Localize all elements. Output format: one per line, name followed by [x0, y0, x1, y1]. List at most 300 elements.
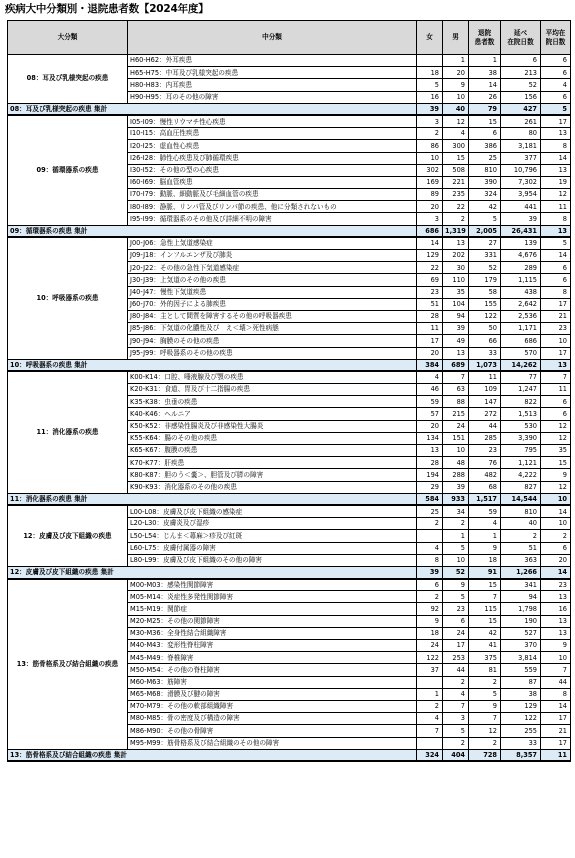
- total-days-cell: 3,390: [501, 432, 541, 444]
- male-cell: 17: [443, 640, 469, 652]
- mid-category-cell: K40-K46：ヘルニア: [128, 408, 417, 420]
- total-days-cell: 87: [501, 676, 541, 688]
- male-cell: 5: [443, 542, 469, 554]
- female-cell: 169: [417, 176, 443, 188]
- male-cell: 20: [443, 67, 469, 79]
- mid-category-cell: L80-L99：皮膚及び皮下組織のその他の障害: [128, 554, 417, 566]
- discharged-cell: 52: [469, 262, 501, 274]
- header-female: 女: [417, 21, 443, 55]
- female-cell: 194: [417, 469, 443, 481]
- male-cell: 7: [443, 700, 469, 712]
- female-cell: 51: [417, 298, 443, 310]
- total-days-cell: 1,171: [501, 323, 541, 335]
- total-days-cell: 255: [501, 725, 541, 737]
- subtotal-label: 11：消化器系の疾患 集計: [8, 493, 417, 505]
- mid-category-cell: K50-K52：非感染性腸炎及び非感染性大腸炎: [128, 420, 417, 432]
- average-days-cell: 6: [541, 408, 571, 420]
- female-cell: 17: [417, 335, 443, 347]
- female-cell: 2: [417, 518, 443, 530]
- total-days-cell: 77: [501, 371, 541, 383]
- mid-category-cell: J09-J18：インフルエンザ及び肺炎: [128, 250, 417, 262]
- subtotal-female-cell: 324: [417, 749, 443, 761]
- subtotal-male-cell: 1,319: [443, 225, 469, 237]
- discharged-cell: 2: [469, 676, 501, 688]
- subtotal-female-cell: 384: [417, 359, 443, 371]
- discharged-cell: 76: [469, 457, 501, 469]
- total-days-cell: 370: [501, 640, 541, 652]
- discharged-cell: 1: [469, 530, 501, 542]
- male-cell: 48: [443, 457, 469, 469]
- female-cell: 4: [417, 371, 443, 383]
- subtotal-total-days-cell: 427: [501, 103, 541, 115]
- discharged-cell: 9: [469, 700, 501, 712]
- mid-category-cell: M50-M54：その他の脊柱障害: [128, 664, 417, 676]
- total-days-cell: 3,181: [501, 140, 541, 152]
- female-cell: 129: [417, 250, 443, 262]
- discharged-cell: 27: [469, 237, 501, 249]
- male-cell: 235: [443, 189, 469, 201]
- discharged-cell: 285: [469, 432, 501, 444]
- male-cell: 253: [443, 652, 469, 664]
- average-days-cell: 7: [541, 371, 571, 383]
- subtotal-total-days-cell: 14,544: [501, 493, 541, 505]
- total-days-cell: 1,513: [501, 408, 541, 420]
- discharged-cell: 9: [469, 542, 501, 554]
- table-row: [8, 115, 571, 127]
- male-cell: 4: [443, 128, 469, 140]
- male-cell: 15: [443, 152, 469, 164]
- female-cell: 59: [417, 396, 443, 408]
- major-category-cell: 09：循環器系の疾患: [8, 115, 128, 225]
- total-days-cell: 827: [501, 481, 541, 493]
- female-cell: 14: [417, 237, 443, 249]
- female-cell: 2: [417, 591, 443, 603]
- major-category-cell: 12：皮膚及び皮下組織の疾患: [8, 505, 128, 566]
- average-days-cell: 14: [541, 250, 571, 262]
- discharged-cell: 18: [469, 554, 501, 566]
- male-cell: 104: [443, 298, 469, 310]
- total-days-cell: 190: [501, 615, 541, 627]
- male-cell: 10: [443, 91, 469, 103]
- table-body: [8, 55, 571, 762]
- discharged-cell: 109: [469, 384, 501, 396]
- discharged-cell: 115: [469, 603, 501, 615]
- subtotal-discharged-cell: 91: [469, 566, 501, 578]
- average-days-cell: 17: [541, 713, 571, 725]
- male-cell: 22: [443, 201, 469, 213]
- subtotal-discharged-cell: 1,517: [469, 493, 501, 505]
- discharged-cell: 390: [469, 176, 501, 188]
- male-cell: 215: [443, 408, 469, 420]
- female-cell: 28: [417, 457, 443, 469]
- total-days-cell: 570: [501, 347, 541, 359]
- mid-category-cell: K35-K38：虫垂の疾患: [128, 396, 417, 408]
- subtotal-discharged-cell: 1,073: [469, 359, 501, 371]
- average-days-cell: 6: [541, 67, 571, 79]
- average-days-cell: 6: [541, 396, 571, 408]
- mid-category-cell: M86-M90：その他の骨障害: [128, 725, 417, 737]
- male-cell: 23: [443, 603, 469, 615]
- discharged-cell: 12: [469, 725, 501, 737]
- total-days-cell: 3,814: [501, 652, 541, 664]
- average-days-cell: 8: [541, 140, 571, 152]
- subtotal-male-cell: 52: [443, 566, 469, 578]
- discharged-cell: 50: [469, 323, 501, 335]
- average-days-cell: 9: [541, 640, 571, 652]
- mid-category-cell: M45-M49：脊椎障害: [128, 652, 417, 664]
- average-days-cell: 13: [541, 164, 571, 176]
- subtotal-average-days-cell: 11: [541, 749, 571, 761]
- discharged-cell: 15: [469, 115, 501, 127]
- discharged-cell: 122: [469, 310, 501, 322]
- discharge-table: [7, 20, 571, 762]
- female-cell: 2: [417, 128, 443, 140]
- female-cell: 86: [417, 140, 443, 152]
- average-days-cell: 23: [541, 579, 571, 591]
- average-days-cell: 12: [541, 189, 571, 201]
- subtotal-female-cell: 686: [417, 225, 443, 237]
- discharged-cell: 482: [469, 469, 501, 481]
- major-category-cell: 13：筋骨格系及び結合組織の疾患: [8, 579, 128, 750]
- average-days-cell: 13: [541, 615, 571, 627]
- mid-category-cell: J00-J06：急性上気道感染症: [128, 237, 417, 249]
- discharged-cell: 1: [469, 55, 501, 67]
- average-days-cell: 2: [541, 530, 571, 542]
- mid-category-cell: L00-L08：皮膚及び皮下組織の感染症: [128, 505, 417, 517]
- discharged-cell: 14: [469, 79, 501, 91]
- male-cell: 44: [443, 664, 469, 676]
- subtotal-male-cell: 689: [443, 359, 469, 371]
- discharged-cell: 11: [469, 371, 501, 383]
- average-days-cell: 21: [541, 725, 571, 737]
- mid-category-cell: J40-J47：慢性下気道疾患: [128, 286, 417, 298]
- discharged-cell: 147: [469, 396, 501, 408]
- total-days-cell: 80: [501, 128, 541, 140]
- female-cell: 1: [417, 688, 443, 700]
- mid-category-cell: L50-L54：じんま＜蕁麻＞疹及び紅斑: [128, 530, 417, 542]
- total-days-cell: 38: [501, 688, 541, 700]
- mid-category-cell: I20-I25：虚血性心疾患: [128, 140, 417, 152]
- female-cell: 28: [417, 310, 443, 322]
- average-days-cell: 14: [541, 700, 571, 712]
- male-cell: 6: [443, 615, 469, 627]
- male-cell: 4: [443, 688, 469, 700]
- subtotal-row: [8, 493, 571, 505]
- subtotal-row: [8, 359, 571, 371]
- subtotal-male-cell: 933: [443, 493, 469, 505]
- discharged-cell: 59: [469, 505, 501, 517]
- subtotal-female-cell: 39: [417, 566, 443, 578]
- average-days-cell: 15: [541, 457, 571, 469]
- male-cell: 88: [443, 396, 469, 408]
- male-cell: 202: [443, 250, 469, 262]
- female-cell: 89: [417, 189, 443, 201]
- female-cell: 134: [417, 432, 443, 444]
- female-cell: 69: [417, 274, 443, 286]
- subtotal-total-days-cell: 8,357: [501, 749, 541, 761]
- mid-category-cell: M70-M79：その他の軟部組織障害: [128, 700, 417, 712]
- total-days-cell: 377: [501, 152, 541, 164]
- average-days-cell: 13: [541, 128, 571, 140]
- female-cell: 24: [417, 640, 443, 652]
- female-cell: 8: [417, 554, 443, 566]
- total-days-cell: 2: [501, 530, 541, 542]
- female-cell: 18: [417, 67, 443, 79]
- average-days-cell: 8: [541, 286, 571, 298]
- female-cell: 92: [417, 603, 443, 615]
- total-days-cell: 51: [501, 542, 541, 554]
- header-male: 男: [443, 21, 469, 55]
- average-days-cell: 6: [541, 55, 571, 67]
- table-row: [8, 237, 571, 249]
- average-days-cell: 11: [541, 201, 571, 213]
- total-days-cell: 213: [501, 67, 541, 79]
- subtotal-total-days-cell: 26,431: [501, 225, 541, 237]
- male-cell: 9: [443, 79, 469, 91]
- female-cell: 4: [417, 713, 443, 725]
- female-cell: 5: [417, 79, 443, 91]
- total-days-cell: 94: [501, 591, 541, 603]
- average-days-cell: 10: [541, 335, 571, 347]
- discharged-cell: 38: [469, 67, 501, 79]
- average-days-cell: 17: [541, 737, 571, 749]
- female-cell: 46: [417, 384, 443, 396]
- mid-category-cell: K80-K87：胆のう＜嚢＞、胆管及び膵の障害: [128, 469, 417, 481]
- discharged-cell: 66: [469, 335, 501, 347]
- discharged-cell: 5: [469, 688, 501, 700]
- table-row: [8, 371, 571, 383]
- female-cell: 11: [417, 323, 443, 335]
- total-days-cell: 686: [501, 335, 541, 347]
- female-cell: 23: [417, 286, 443, 298]
- mid-category-cell: I95-I99：循環器系のその他及び詳細不明の障害: [128, 213, 417, 225]
- average-days-cell: 9: [541, 469, 571, 481]
- discharged-cell: 44: [469, 420, 501, 432]
- mid-category-cell: K70-K77：肝疾患: [128, 457, 417, 469]
- discharged-cell: 33: [469, 347, 501, 359]
- table-row: [8, 505, 571, 517]
- male-cell: 2: [443, 737, 469, 749]
- female-cell: 22: [417, 262, 443, 274]
- female-cell: 18: [417, 627, 443, 639]
- male-cell: 300: [443, 140, 469, 152]
- mid-category-cell: M15-M19：関節症: [128, 603, 417, 615]
- male-cell: 151: [443, 432, 469, 444]
- average-days-cell: 7: [541, 664, 571, 676]
- male-cell: 2: [443, 518, 469, 530]
- mid-category-cell: I30-I52：その他の型の心疾患: [128, 164, 417, 176]
- page-title: 疾病大中分類別・退院患者数【2024年度】: [5, 3, 209, 15]
- discharged-cell: 4: [469, 518, 501, 530]
- total-days-cell: 139: [501, 237, 541, 249]
- subtotal-female-cell: 584: [417, 493, 443, 505]
- discharged-cell: 81: [469, 664, 501, 676]
- average-days-cell: 10: [541, 652, 571, 664]
- male-cell: 1: [443, 530, 469, 542]
- header-discharged-count: 退院 患者数: [469, 21, 501, 55]
- discharged-cell: 324: [469, 189, 501, 201]
- major-category-cell: 10：呼吸器系の疾患: [8, 237, 128, 359]
- mid-category-cell: H90-H95：耳のその他の障害: [128, 91, 417, 103]
- average-days-cell: 21: [541, 310, 571, 322]
- total-days-cell: 559: [501, 664, 541, 676]
- female-cell: [417, 737, 443, 749]
- subtotal-average-days-cell: 10: [541, 493, 571, 505]
- mid-category-cell: M60-M63：筋障害: [128, 676, 417, 688]
- mid-category-cell: M80-M85：骨の密度及び構造の障害: [128, 713, 417, 725]
- average-days-cell: 4: [541, 79, 571, 91]
- female-cell: 16: [417, 91, 443, 103]
- mid-category-cell: I60-I69：脳血管疾患: [128, 176, 417, 188]
- subtotal-row: [8, 103, 571, 115]
- total-days-cell: 2,536: [501, 310, 541, 322]
- mid-category-cell: M95-M99：筋骨格系及び結合組織のその他の障害: [128, 737, 417, 749]
- discharged-cell: 375: [469, 652, 501, 664]
- female-cell: 25: [417, 505, 443, 517]
- female-cell: 302: [417, 164, 443, 176]
- male-cell: 24: [443, 627, 469, 639]
- mid-category-cell: M65-M68：滑膜及び腱の障害: [128, 688, 417, 700]
- average-days-cell: 8: [541, 213, 571, 225]
- total-days-cell: 341: [501, 579, 541, 591]
- female-cell: 3: [417, 213, 443, 225]
- average-days-cell: 17: [541, 347, 571, 359]
- male-cell: 2: [443, 213, 469, 225]
- mid-category-cell: H65-H75：中耳及び乳様突起の疾患: [128, 67, 417, 79]
- female-cell: 2: [417, 700, 443, 712]
- subtotal-label: 10：呼吸器系の疾患 集計: [8, 359, 417, 371]
- female-cell: [417, 676, 443, 688]
- average-days-cell: 17: [541, 115, 571, 127]
- total-days-cell: 1,247: [501, 384, 541, 396]
- male-cell: 5: [443, 725, 469, 737]
- average-days-cell: 8: [541, 688, 571, 700]
- male-cell: 49: [443, 335, 469, 347]
- average-days-cell: 20: [541, 554, 571, 566]
- mid-category-cell: I80-I89：静脈、リンパ管及びリンパ節の疾患、他に分類されないもの: [128, 201, 417, 213]
- total-days-cell: 2,642: [501, 298, 541, 310]
- table-header: [8, 21, 571, 55]
- male-cell: 10: [443, 554, 469, 566]
- average-days-cell: 35: [541, 445, 571, 457]
- average-days-cell: 6: [541, 542, 571, 554]
- mid-category-cell: H60-H62：外耳疾患: [128, 55, 417, 67]
- subtotal-discharged-cell: 728: [469, 749, 501, 761]
- total-days-cell: 1,798: [501, 603, 541, 615]
- mid-category-cell: K90-K93：消化器系のその他の疾患: [128, 481, 417, 493]
- subtotal-discharged-cell: 2,005: [469, 225, 501, 237]
- total-days-cell: 40: [501, 518, 541, 530]
- male-cell: 7: [443, 371, 469, 383]
- mid-category-cell: H80-H83：内耳疾患: [128, 79, 417, 91]
- female-cell: 20: [417, 347, 443, 359]
- male-cell: 12: [443, 115, 469, 127]
- discharged-cell: 7: [469, 591, 501, 603]
- discharged-cell: 15: [469, 579, 501, 591]
- discharged-cell: 272: [469, 408, 501, 420]
- subtotal-label: 09：循環器系の疾患 集計: [8, 225, 417, 237]
- average-days-cell: 44: [541, 676, 571, 688]
- discharged-cell: 25: [469, 152, 501, 164]
- female-cell: 9: [417, 615, 443, 627]
- subtotal-label: 13：筋骨格系及び結合組織の疾患 集計: [8, 749, 417, 761]
- total-days-cell: 156: [501, 91, 541, 103]
- total-days-cell: 363: [501, 554, 541, 566]
- average-days-cell: 14: [541, 152, 571, 164]
- mid-category-cell: L60-L75：皮膚付属器の障害: [128, 542, 417, 554]
- mid-category-cell: M30-M36：全身性結合組織障害: [128, 627, 417, 639]
- female-cell: 4: [417, 542, 443, 554]
- average-days-cell: 17: [541, 298, 571, 310]
- mid-category-cell: I10-I15：高血圧性疾患: [128, 128, 417, 140]
- male-cell: 39: [443, 481, 469, 493]
- male-cell: 34: [443, 505, 469, 517]
- discharged-cell: 42: [469, 627, 501, 639]
- total-days-cell: 122: [501, 713, 541, 725]
- total-days-cell: 1,115: [501, 274, 541, 286]
- total-days-cell: 289: [501, 262, 541, 274]
- male-cell: 63: [443, 384, 469, 396]
- table-row: [8, 579, 571, 591]
- average-days-cell: 23: [541, 323, 571, 335]
- average-days-cell: 12: [541, 420, 571, 432]
- average-days-cell: 6: [541, 91, 571, 103]
- discharged-cell: 68: [469, 481, 501, 493]
- total-days-cell: 4,676: [501, 250, 541, 262]
- subtotal-average-days-cell: 13: [541, 225, 571, 237]
- subtotal-row: [8, 566, 571, 578]
- mid-category-cell: J30-J39：上気道のその他の疾患: [128, 274, 417, 286]
- female-cell: 20: [417, 420, 443, 432]
- average-days-cell: 10: [541, 518, 571, 530]
- subtotal-row: [8, 225, 571, 237]
- subtotal-average-days-cell: 5: [541, 103, 571, 115]
- male-cell: 9: [443, 579, 469, 591]
- average-days-cell: 16: [541, 603, 571, 615]
- female-cell: 7: [417, 725, 443, 737]
- discharged-cell: 386: [469, 140, 501, 152]
- average-days-cell: 19: [541, 176, 571, 188]
- subtotal-male-cell: 40: [443, 103, 469, 115]
- male-cell: 2: [443, 676, 469, 688]
- mid-category-cell: J60-J70：外的因子による肺疾患: [128, 298, 417, 310]
- male-cell: 3: [443, 713, 469, 725]
- male-cell: 1: [443, 55, 469, 67]
- subtotal-row: [8, 749, 571, 761]
- table-row: [8, 55, 571, 67]
- total-days-cell: 795: [501, 445, 541, 457]
- mid-category-cell: K65-K67：腹膜の疾患: [128, 445, 417, 457]
- average-days-cell: 11: [541, 384, 571, 396]
- total-days-cell: 129: [501, 700, 541, 712]
- total-days-cell: 441: [501, 201, 541, 213]
- total-days-cell: 1,121: [501, 457, 541, 469]
- mid-category-cell: K55-K64：腸のその他の疾患: [128, 432, 417, 444]
- discharged-cell: 6: [469, 128, 501, 140]
- mid-category-cell: J85-J86：下気道の化膿性及び え＜壊＞死性病態: [128, 323, 417, 335]
- discharged-cell: 810: [469, 164, 501, 176]
- average-days-cell: 5: [541, 237, 571, 249]
- male-cell: 288: [443, 469, 469, 481]
- total-days-cell: 261: [501, 115, 541, 127]
- subtotal-average-days-cell: 14: [541, 566, 571, 578]
- total-days-cell: 4,222: [501, 469, 541, 481]
- discharged-cell: 331: [469, 250, 501, 262]
- mid-category-cell: I70-I79：動脈、細動脈及び毛細血管の疾患: [128, 189, 417, 201]
- female-cell: 29: [417, 481, 443, 493]
- major-category-cell: 08：耳及び乳様突起の疾患: [8, 55, 128, 104]
- female-cell: [417, 530, 443, 542]
